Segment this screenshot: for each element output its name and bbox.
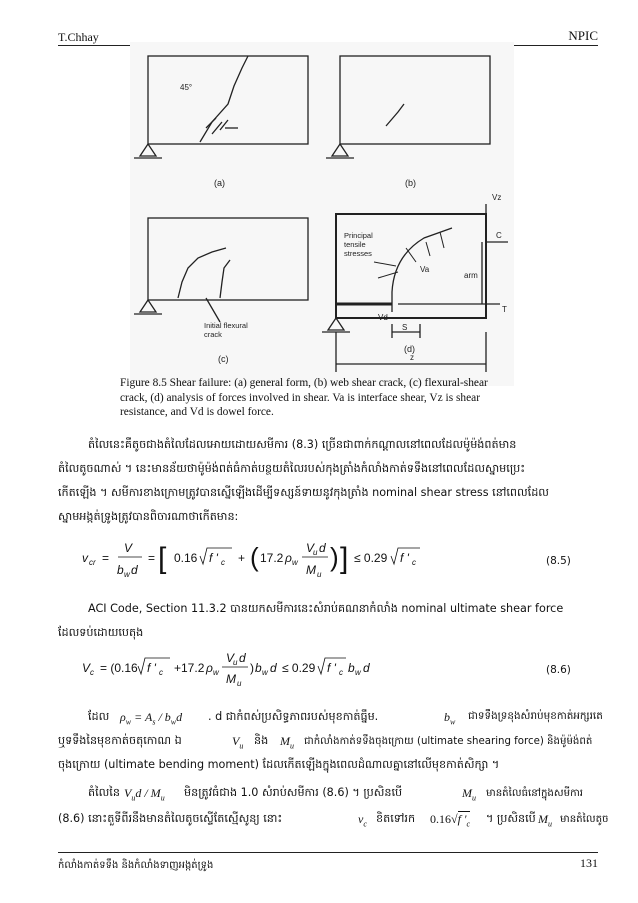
svg-text:=: =	[148, 551, 156, 565]
svg-text:w: w	[292, 558, 298, 567]
s-label: S	[402, 323, 408, 332]
panel-b-label: (b)	[405, 178, 416, 188]
p4-line-1a: តំលៃនៃ	[88, 786, 120, 799]
principal-label-1: Principal	[344, 231, 373, 240]
p4-line-1b: មិនត្រូវធំជាង 1.0 សំរាប់សមីការ (8.6) ។ ប្រសិនបើ	[184, 786, 403, 799]
beam-a	[148, 56, 308, 144]
svg-text:V: V	[226, 651, 235, 665]
header-right: NPIC	[568, 28, 598, 43]
p3-line-3: ចុងក្រោយ (ultimate bending moment) ដែលកើតឡើងក្នុងពេលដំណាលគ្នានៅលើមុខកាត់សិក្សា ។	[58, 758, 500, 771]
svg-text:M: M	[226, 672, 236, 686]
svg-text:V: V	[82, 661, 91, 675]
p2-line-2: ដែលទប់ដោយបេតុង	[58, 626, 144, 639]
arm-label: arm	[464, 271, 478, 280]
svg-text:c: c	[412, 558, 416, 567]
svg-text:v: v	[82, 551, 88, 565]
p1-line-3: កើតឡើង ។ សមីការខាងក្រោមត្រូវបានស្នើឡើងដើម្បីទស្សន៍ទាយនូវកុងត្រាំង nominal shear stress នៅពេលដែល	[58, 486, 549, 499]
svg-text:f ': f '	[327, 661, 336, 675]
equation-number-8-6: (8.6)	[546, 664, 571, 676]
beam-d	[336, 214, 486, 318]
panel-a-label: (a)	[214, 178, 225, 188]
equation-8-5	[80, 530, 440, 584]
svg-text:]: ]	[340, 542, 349, 575]
svg-text:ρ: ρ	[285, 551, 292, 565]
footer-title: កំលាំងកាត់ទទឹង និងកំលាំងទាញអង្កត់ទ្រូង	[58, 860, 214, 871]
figure-caption: Figure 8.5 Shear failure: (a) general form, (b) web shear crack, (c) flexural-shear crack, (d) analysis of forces involved in shear. Va is interface shear, Vz is shear resistance, and Vd is dowel force.	[120, 377, 488, 419]
panel-c-label: (c)	[218, 354, 229, 364]
z-label: z	[410, 353, 414, 362]
p3-bw: $b_w$	[444, 710, 456, 727]
svg-text:d: d	[363, 661, 370, 675]
support-b	[332, 144, 348, 156]
svg-text:c: c	[90, 668, 94, 677]
figure-8-5	[130, 42, 514, 386]
svg-text:b: b	[348, 661, 355, 675]
svg-text:ρ: ρ	[206, 661, 213, 675]
equation-number-8-5: (8.5)	[546, 555, 571, 567]
svg-text:c: c	[339, 668, 343, 677]
svg-text:f ': f '	[209, 551, 218, 565]
svg-text:w: w	[124, 570, 130, 579]
p4-line-2b: ខិតទៅរក	[376, 812, 416, 825]
p2-line-1: ACI Code, Section 11.3.2 បានយកសមីការនេះសំរាប់គណនាកំលាំង nominal ultimate shear force	[88, 602, 564, 615]
svg-text:c: c	[159, 668, 163, 677]
p3-rho-expression: $\rho_w = A_s / b_wd$	[120, 710, 183, 727]
svg-text:V: V	[306, 541, 315, 555]
svg-text:u: u	[313, 548, 318, 557]
p4-mu-2: $M_u$	[538, 812, 552, 829]
p4-line-1c: មានតំលៃធំនៅក្នុងសមីការ	[486, 788, 584, 799]
p4-line-2d: មានតំលៃតូច	[560, 814, 609, 825]
p3-line-2b: និង	[254, 734, 269, 747]
svg-text:w: w	[213, 668, 219, 677]
p4-vc: $v_c$	[358, 812, 367, 829]
svg-text:w: w	[355, 668, 361, 677]
svg-text:≤ 0.29: ≤ 0.29	[282, 661, 316, 675]
svg-text:= (0.16: = (0.16	[100, 661, 138, 675]
svg-text:f ': f '	[147, 661, 156, 675]
svg-text:M: M	[306, 563, 316, 577]
svg-text:): )	[250, 661, 254, 675]
svg-text:): )	[330, 542, 339, 572]
svg-text:+: +	[238, 551, 246, 565]
p4-ratio: $V_ud / M_u$	[124, 786, 165, 803]
p4-line-2a: (8.6) នោះតួទីពីរនឹងមានតំលៃតូចស្ទើតែស្មើសូន្យ នោះ	[58, 812, 283, 825]
p3-line-2a: ឬទទឹងនៃមុខកាត់ចតុកោណ ឯ	[58, 734, 182, 747]
svg-text:[: [	[158, 542, 167, 575]
panel-d-label: (d)	[404, 344, 415, 354]
svg-text:0.16: 0.16	[174, 551, 198, 565]
svg-text:d: d	[131, 563, 138, 577]
crack-a	[200, 56, 248, 142]
support-d	[328, 318, 344, 330]
crack-b	[386, 104, 404, 126]
crack-c	[178, 248, 226, 298]
equation-8-6	[80, 644, 460, 692]
svg-text:+17.2: +17.2	[174, 661, 205, 675]
p1-line-2: តំលៃតូចណាស់ ។ នេះមានន័យថាម៉ូម៉ង់ពត់ធំកាត់បន្ថយតំលៃរបស់កុងត្រាំងកំលាំងកាត់ទទឹងនៅពេលដែលស្នាមប្រេះ	[58, 462, 526, 475]
svg-text:d: d	[239, 651, 246, 665]
principal-label-2: tensile	[344, 240, 366, 249]
svg-text:w: w	[262, 668, 268, 677]
beam-b	[340, 56, 490, 144]
va-label: Va	[420, 265, 430, 274]
support-c	[140, 300, 156, 312]
footer-rule	[58, 852, 598, 853]
c-label: C	[496, 231, 502, 240]
p4-limit: 0.16√f '$_c$	[430, 812, 471, 829]
svg-text:d: d	[270, 661, 277, 675]
page-number: 131	[580, 856, 598, 870]
p3-line-1c: ជាទទឹងទ្រនុងសំរាប់មុខកាត់អក្សរតេ	[468, 710, 603, 722]
svg-text:d: d	[319, 541, 326, 555]
p3-vu: $V_u$	[232, 734, 244, 751]
initial-crack-label-2: crack	[204, 330, 222, 339]
initial-crack-label-1: Initial flexural	[204, 321, 248, 330]
p1-line-4: ស្នាមអង្កត់ទ្រូងត្រូវបានពិចារណាថាកើតមាន:	[58, 510, 239, 523]
angle-label: 45°	[180, 83, 193, 92]
p3-line-1b: . d ជាកំពស់ប្រសិទ្ធភាពរបស់មុខកាត់ធ្នឹម.	[208, 710, 379, 723]
svg-text:u: u	[237, 679, 242, 688]
p3-line-2c: ជាកំលាំងកាត់ទទឹងចុងក្រោយ (ultimate shearing force) និងម៉ូម៉ង់ពត់	[304, 736, 593, 747]
t-label: T	[502, 305, 507, 314]
svg-text:V: V	[124, 541, 133, 555]
svg-text:c: c	[221, 558, 225, 567]
svg-text:u: u	[317, 570, 322, 579]
vz-label: Vz	[492, 193, 502, 202]
svg-text:17.2: 17.2	[260, 551, 284, 565]
svg-text:=: =	[102, 551, 110, 565]
p3-mu: $M_u$	[280, 734, 294, 751]
vd-label: Vd	[378, 313, 388, 322]
figure-drawing	[130, 42, 514, 386]
svg-text:(: (	[250, 542, 259, 572]
svg-text:b: b	[255, 661, 262, 675]
support-a	[140, 144, 156, 156]
svg-text:≤ 0.29: ≤ 0.29	[354, 551, 388, 565]
svg-text:b: b	[117, 563, 124, 577]
principal-label-3: stresses	[344, 249, 372, 258]
p1-line-1: តំលៃនេះគឺតូចជាងតំលៃដែលអោយដោយសមីការ (8.3) ច្រើនជាពាក់កណ្តាលនៅពេលដែលម៉ូម៉ង់ពត់មាន	[88, 438, 517, 451]
p4-mu-1: $M_u$	[462, 786, 476, 803]
svg-text:u: u	[233, 658, 238, 667]
svg-text:f ': f '	[400, 551, 409, 565]
p4-line-2c: ។ ប្រសិនបើ	[486, 812, 536, 825]
p3-line-1a: ដែល	[88, 710, 110, 723]
beam-c	[148, 218, 308, 300]
svg-text:cr: cr	[89, 558, 96, 567]
header-left: T.Chhay	[58, 30, 99, 44]
